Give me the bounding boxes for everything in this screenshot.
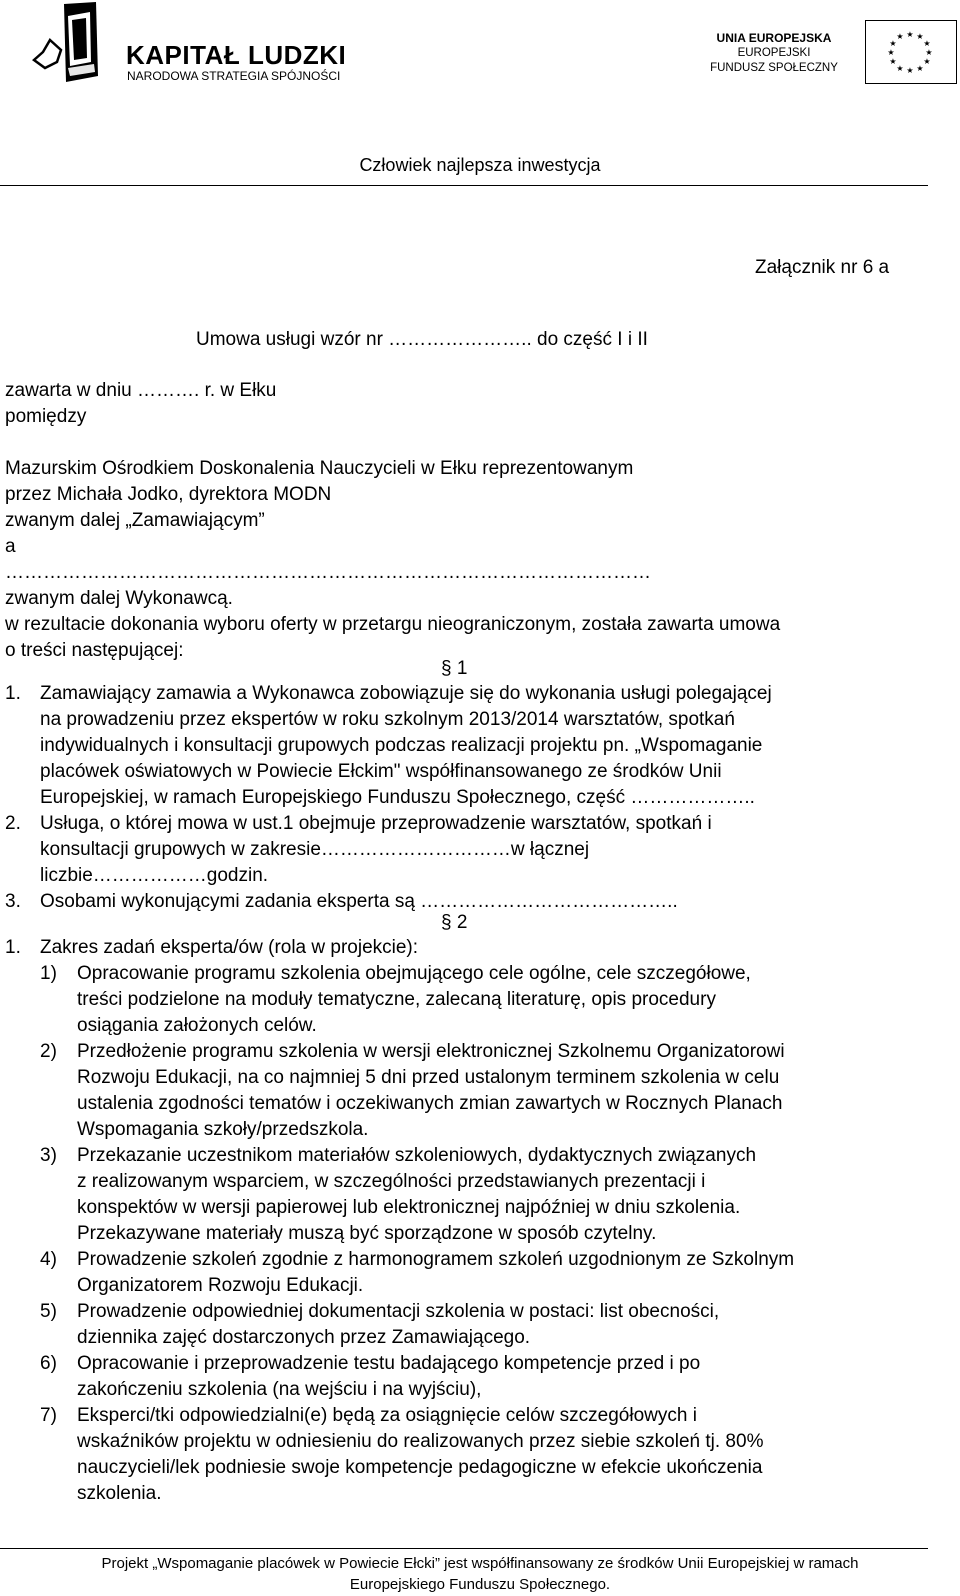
section-2-head: Zakres zadań eksperta/ów (rola w projekcie): <box>40 937 419 958</box>
attachment-label: Załącznik nr 6 a <box>755 257 890 278</box>
task-line: dziennika zajęć dostarczonych przez Zamawiającego. <box>77 1327 531 1348</box>
section-1-item-line: Europejskiej, w ramach Europejskiego Funduszu Społecznego, część ……………….. <box>40 787 755 808</box>
task-line: Organizatorem Rozwoju Edukacji. <box>77 1275 364 1296</box>
task-line: Wspomagania szkoły/przedszkola. <box>77 1119 369 1140</box>
section-1-item-line: Osobami wykonującymi zadania eksperta są ………………………………….. <box>40 891 678 912</box>
section-1-item-line: na prowadzeniu przez ekspertów w roku szkolnym 2013/2014 warsztatów, spotkań <box>40 709 735 730</box>
footer-line: Projekt „Wspomaganie placówek w Powiecie Ełcki” jest współfinansowany ze środków Unii Europejskiej w ramach <box>101 1555 859 1572</box>
kapital-ludzki-subtitle: NARODOWA STRATEGIA SPÓJNOŚCI <box>127 69 341 83</box>
task-line: Prowadzenie szkoleń zgodnie z harmonogramem szkoleń uzgodnionym ze Szkolnym <box>77 1249 795 1270</box>
svg-text:★: ★ <box>906 66 914 75</box>
task-line: wskaźników projektu w odniesieniu do realizowanych przez siebie szkoleń tj. 80% <box>77 1431 764 1452</box>
intro-line: ………………………………………………………………………………………… <box>5 562 651 583</box>
header-divider <box>0 185 928 186</box>
section-2-mark: § 2 <box>441 912 468 933</box>
section-1-item-line: indywidualnych i konsultacji grupowych podczas realizacji projektu pn. „Wspomaganie <box>40 735 763 756</box>
kapital-ludzki-title: KAPITAŁ LUDZKI <box>126 40 347 70</box>
section-1-list <box>0 681 940 911</box>
svg-text:★: ★ <box>923 57 931 66</box>
intro-line: zwanym dalej „Zamawiającym” <box>5 510 265 531</box>
svg-text:★: ★ <box>896 64 904 73</box>
svg-text:★: ★ <box>916 64 924 73</box>
task-line: Przekazywane materiały muszą być sporządzone w sposób czytelny. <box>77 1223 657 1244</box>
intro-line: zwanym dalej Wykonawcą. <box>5 588 233 609</box>
section-1-item-line: liczbie………………godzin. <box>40 865 269 886</box>
task-line: konspektów w wersji papierowej lub elektronicznej najpóźniej w dniu szkolenia. <box>77 1197 741 1218</box>
eu-logo-line1: UNIA EUROPEJSKA <box>716 31 832 45</box>
task-line: z realizowanym wsparciem, w szczególności przedstawianych prezentacji i <box>77 1171 706 1192</box>
section-2-head-number: 1. <box>5 937 21 958</box>
svg-text:★: ★ <box>889 57 897 66</box>
task-line: Opracowanie i przeprowadzenie testu badającego kompetencje przed i po <box>77 1353 701 1374</box>
svg-text:★: ★ <box>916 32 924 41</box>
task-number: 2) <box>40 1041 57 1062</box>
task-number: 1) <box>40 963 57 984</box>
task-number: 3) <box>40 1145 57 1166</box>
section-1-item-line: konsultacji grupowych w zakresie…………………………w łącznej <box>40 839 590 860</box>
section-1-item-number: 1. <box>5 683 21 704</box>
task-line: Przedłożenie programu szkolenia w wersji elektronicznej Szkolnemu Organizatorowi <box>77 1041 785 1062</box>
task-line: osiągania założonych celów. <box>77 1015 317 1036</box>
svg-text:★: ★ <box>923 39 931 48</box>
footer-line: Europejskiego Funduszu Społecznego. <box>349 1576 611 1593</box>
task-line: treści podzielone na moduły tematyczne, zalecaną literaturę, opis procedury <box>77 989 716 1010</box>
svg-text:★: ★ <box>887 48 895 57</box>
svg-text:★: ★ <box>889 39 897 48</box>
eu-logo-line2: EUROPEJSKI <box>737 47 811 59</box>
eu-flag-icon <box>865 20 957 84</box>
section-1-item-line: Usługa, o której mowa w ust.1 obejmuje przeprowadzenie warsztatów, spotkań i <box>40 813 712 834</box>
intro-line: o treści następującej: <box>5 640 184 661</box>
eu-logo-text <box>700 31 848 76</box>
intro-line: w rezultacie dokonania wyboru oferty w przetargu nieograniczonym, została zawarta umowa <box>5 614 781 635</box>
section-1-mark: § 1 <box>441 658 468 679</box>
header-motto: Człowiek najlepsza inwestycja <box>359 155 601 175</box>
section-2-list <box>0 935 940 1515</box>
task-line: zakończeniu szkolenia (na wejściu i na wyjściu), <box>77 1379 482 1400</box>
footer-divider <box>0 1548 928 1549</box>
intro-line: zawarta w dniu ………. r. w Ełku <box>5 380 277 401</box>
task-line: Prowadzenie odpowiedniej dokumentacji szkolenia w postaci: list obecności, <box>77 1301 720 1322</box>
eu-logo-line3: FUNDUSZ SPOŁECZNY <box>710 62 838 74</box>
task-line: ustalenia zgodności tematów i oczekiwanych zmian zawartych w Rocznych Planach <box>77 1093 783 1114</box>
document-title: Umowa usługi wzór nr ………………….. do część I i II <box>196 329 648 350</box>
svg-text:★: ★ <box>925 48 933 57</box>
kapital-ludzki-emblem-icon <box>28 2 124 102</box>
intro-line: pomiędzy <box>5 406 87 427</box>
task-number: 7) <box>40 1405 57 1426</box>
task-line: Opracowanie programu szkolenia obejmującego cele ogólne, cele szczegółowe, <box>77 963 751 984</box>
intro-line: Mazurskim Ośrodkiem Doskonalenia Nauczycieli w Ełku reprezentowanym <box>5 458 634 479</box>
task-line: Eksperci/tki odpowiedzialni(e) będą za osiągnięcie celów szczegółowych i <box>77 1405 697 1426</box>
task-line: szkolenia. <box>77 1483 162 1504</box>
task-line: Przekazanie uczestnikom materiałów szkoleniowych, dydaktycznych związanych <box>77 1145 757 1166</box>
section-1-item-number: 2. <box>5 813 21 834</box>
task-line: Rozwoju Edukacji, na co najmniej 5 dni przed ustalonym terminem szkolenia w celu <box>77 1067 780 1088</box>
svg-text:★: ★ <box>896 32 904 41</box>
task-number: 5) <box>40 1301 57 1322</box>
section-1-item-line: placówek oświatowych w Powiecie Ełckim" współfinansowanego ze środków Unii <box>40 761 722 782</box>
task-number: 4) <box>40 1249 57 1270</box>
intro-line <box>5 430 780 456</box>
intro-block <box>5 378 780 664</box>
section-1-item-number: 3. <box>5 891 21 912</box>
footer <box>0 1553 960 1595</box>
intro-line: przez Michała Jodko, dyrektora MODN <box>5 484 332 505</box>
section-1-item-line: Zamawiający zamawia a Wykonawca zobowiązuje się do wykonania usługi polegającej <box>40 683 772 704</box>
intro-line: a <box>5 536 16 557</box>
svg-text:★: ★ <box>906 30 914 39</box>
task-number: 6) <box>40 1353 57 1374</box>
task-line: nauczycieli/lek podniesie swoje kompetencje pedagogiczne w efekcie ukończenia <box>77 1457 763 1478</box>
